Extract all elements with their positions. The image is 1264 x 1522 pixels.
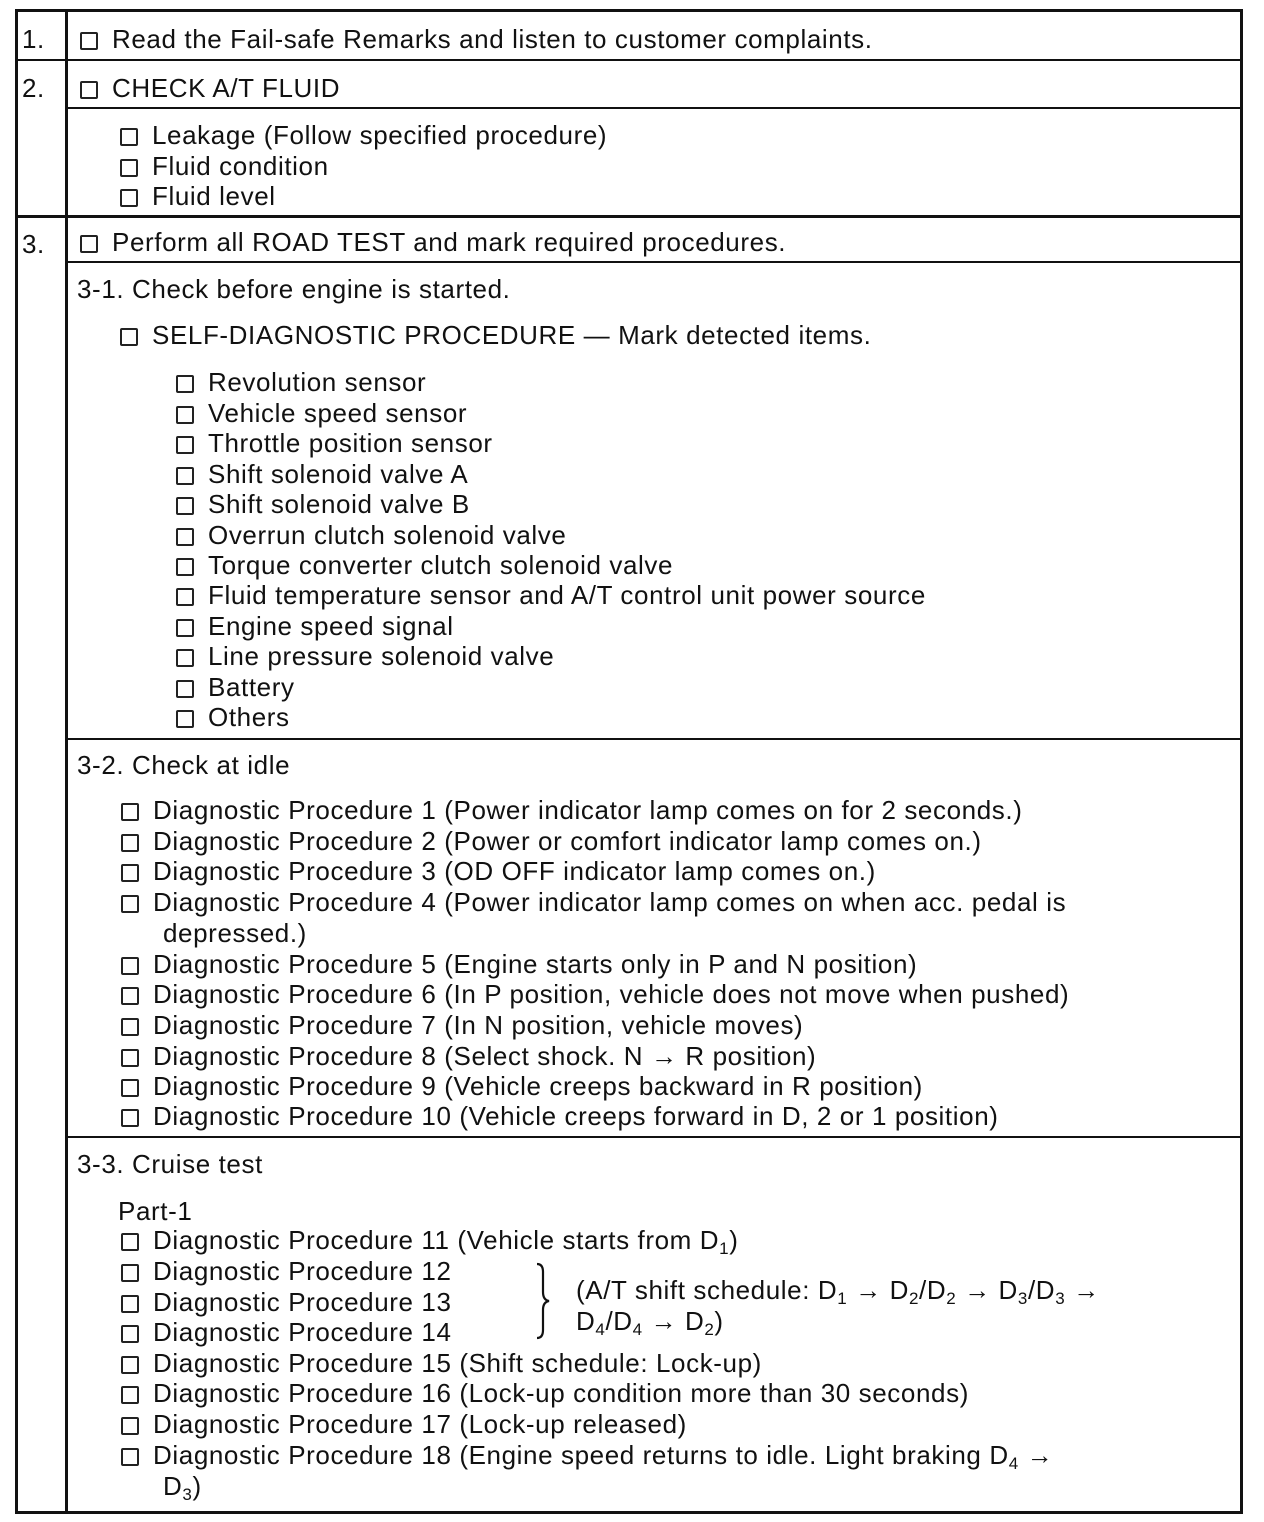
checkbox[interactable]	[80, 235, 98, 253]
checklist-item[interactable]	[176, 580, 926, 610]
checklist-item[interactable]	[80, 227, 786, 257]
checklist-item[interactable]	[176, 550, 673, 580]
item-text: Shift solenoid valve B	[208, 489, 470, 519]
item-text: Read the Fail-safe Remarks and listen to customer complaints.	[112, 24, 873, 54]
item-text: Diagnostic Procedure 14	[153, 1317, 452, 1347]
checkbox[interactable]	[121, 1049, 139, 1067]
checklist-item[interactable]	[120, 120, 607, 150]
item-text: →	[1018, 1440, 1054, 1470]
checkbox[interactable]	[121, 1356, 139, 1374]
item-text: Line pressure solenoid valve	[208, 641, 555, 671]
item-text: Diagnostic Procedure 13	[153, 1287, 452, 1317]
item-text: Fluid condition	[152, 151, 329, 181]
divider	[15, 59, 1243, 61]
number-column-divider	[65, 9, 68, 1514]
checklist-item[interactable]	[120, 181, 276, 211]
checklist-item[interactable]	[121, 1256, 452, 1286]
checklist-item[interactable]	[121, 795, 1022, 825]
divider	[15, 215, 1243, 218]
checklist-item[interactable]	[121, 1287, 452, 1317]
checklist-item[interactable]	[121, 1317, 452, 1347]
item-text: Diagnostic Procedure 16 (Lock-up condition more than 30 seconds)	[153, 1378, 969, 1408]
checklist-item[interactable]	[176, 611, 454, 641]
checkbox[interactable]	[176, 528, 194, 546]
checkbox[interactable]	[80, 81, 98, 99]
item-text: Diagnostic Procedure 1 (Power indicator lamp comes on for 2 seconds.)	[153, 795, 1023, 825]
checkbox[interactable]	[121, 957, 139, 975]
item-text: Shift solenoid valve A	[208, 459, 469, 489]
item-text: Diagnostic Procedure 12	[153, 1256, 452, 1286]
checklist-item[interactable]	[121, 1440, 1054, 1473]
item-text: Diagnostic Procedure 7 (In N position, vehicle moves)	[153, 1010, 804, 1040]
section-heading: 3-2. Check at idle	[77, 750, 291, 780]
item-text: Diagnostic Procedure 17 (Lock-up released)	[153, 1409, 687, 1439]
checklist-item[interactable]	[121, 826, 982, 856]
item-text: Diagnostic Procedure 4 (Power indicator lamp comes on when acc. pedal is	[153, 887, 1067, 917]
checkbox[interactable]	[121, 1386, 139, 1404]
checkbox[interactable]	[176, 406, 194, 424]
item-text-continued: $D_3$)	[163, 1471, 202, 1504]
checkbox[interactable]	[176, 710, 194, 728]
checkbox[interactable]	[176, 436, 194, 454]
checkbox[interactable]	[121, 895, 139, 913]
checklist-item[interactable]	[121, 1378, 969, 1408]
row-number-3: 3.	[22, 229, 45, 259]
checkbox[interactable]	[121, 1079, 139, 1097]
item-text: Diagnostic Procedure 9 (Vehicle creeps backward in R position)	[153, 1071, 923, 1101]
item-text: Diagnostic Procedure 15 (Shift schedule: Lock-up)	[153, 1348, 762, 1378]
checkbox[interactable]	[121, 1295, 139, 1313]
shift-schedule-line-2: $D_4/D_4 \to D_2$)	[576, 1306, 724, 1339]
checkbox[interactable]	[120, 328, 138, 346]
checkbox[interactable]	[121, 1448, 139, 1466]
checkbox[interactable]	[176, 588, 194, 606]
item-text: Diagnostic Procedure 10 (Vehicle creeps forward in D, 2 or 1 position)	[153, 1101, 999, 1131]
curly-brace-icon	[533, 1262, 553, 1340]
checkbox[interactable]	[121, 803, 139, 821]
item-text: Revolution sensor	[208, 367, 427, 397]
item-text: Torque converter clutch solenoid valve	[208, 550, 674, 580]
divider	[66, 1136, 1243, 1138]
checkbox[interactable]	[176, 680, 194, 698]
checklist-item[interactable]	[121, 887, 1066, 917]
checklist-item[interactable]	[121, 949, 917, 979]
checkbox[interactable]	[121, 1018, 139, 1036]
checklist-item[interactable]	[176, 702, 290, 732]
item-text: Throttle position sensor	[208, 428, 493, 458]
row-number-2: 2.	[22, 73, 45, 103]
checklist-item[interactable]	[121, 1041, 816, 1071]
item-text: Diagnostic Procedure 6 (In P position, vehicle does not move when pushed)	[153, 979, 1070, 1009]
item-text: Vehicle speed sensor	[208, 398, 468, 428]
checklist-item[interactable]	[120, 320, 871, 350]
shift-schedule-line-1: (A/T shift schedule: $D_1 \to D_2/D_2 \to D_3/D_3$ →	[576, 1275, 1100, 1308]
item-text: CHECK A/T FLUID	[112, 73, 341, 103]
item-text: Diagnostic Procedure 3 (OD OFF indicator lamp comes on.)	[153, 856, 876, 886]
checklist-item[interactable]	[176, 520, 566, 550]
checklist-item[interactable]	[80, 24, 873, 54]
checkbox[interactable]	[176, 649, 194, 667]
checklist-item[interactable]	[80, 73, 340, 103]
checklist-item[interactable]	[121, 856, 876, 886]
subscript: 1	[719, 1239, 730, 1258]
checkbox[interactable]	[80, 32, 98, 50]
checkbox[interactable]	[176, 375, 194, 393]
item-text: Others	[208, 702, 290, 732]
checkbox[interactable]	[121, 1264, 139, 1282]
section-heading: 3-1. Check before engine is started.	[77, 274, 511, 304]
part-label: Part-1	[118, 1196, 193, 1226]
checklist-item[interactable]	[121, 1071, 923, 1101]
checklist-item[interactable]	[121, 1101, 999, 1131]
divider	[66, 738, 1243, 740]
item-text: Battery	[208, 672, 295, 702]
checklist-item[interactable]	[176, 428, 493, 458]
checklist-item[interactable]	[121, 979, 1069, 1009]
checkbox[interactable]	[121, 1109, 139, 1127]
checklist-item[interactable]	[176, 489, 470, 519]
checklist-item[interactable]	[121, 1225, 739, 1258]
checklist-item[interactable]	[176, 367, 426, 397]
item-text: Diagnostic Procedure 8 (Select shock. N → R position)	[153, 1041, 817, 1071]
checkbox[interactable]	[120, 128, 138, 146]
checklist-item[interactable]	[121, 1010, 803, 1040]
item-text-continued: depressed.)	[163, 918, 307, 948]
item-text: Diagnostic Procedure 18 (Engine speed returns to idle. Light braking D	[153, 1440, 1009, 1470]
checklist-item[interactable]	[121, 1409, 687, 1439]
item-text: Diagnostic Procedure 2 (Power or comfort indicator lamp comes on.)	[153, 826, 982, 856]
checklist-item[interactable]	[176, 398, 467, 428]
item-text: SELF-DIAGNOSTIC PROCEDURE — Mark detected items.	[152, 320, 872, 350]
checkbox[interactable]	[121, 834, 139, 852]
checklist-item[interactable]	[121, 1348, 762, 1378]
item-text: Diagnostic Procedure 5 (Engine starts only in P and N position)	[153, 949, 918, 979]
checkbox[interactable]	[120, 189, 138, 207]
checklist-item[interactable]	[176, 672, 295, 702]
checkbox[interactable]	[121, 1325, 139, 1343]
item-text: Diagnostic Procedure 11 (Vehicle starts from D	[153, 1225, 720, 1255]
section-heading: 3-3. Cruise test	[77, 1149, 263, 1179]
divider	[66, 261, 1243, 263]
checkbox[interactable]	[176, 558, 194, 576]
checkbox[interactable]	[176, 497, 194, 515]
checklist-item[interactable]	[120, 151, 329, 181]
checkbox[interactable]	[120, 159, 138, 177]
subscript: 4	[1008, 1454, 1019, 1473]
checklist-item[interactable]	[176, 641, 554, 671]
checkbox[interactable]	[121, 864, 139, 882]
checklist-item[interactable]	[176, 459, 468, 489]
checkbox[interactable]	[121, 1233, 139, 1251]
item-text: Overrun clutch solenoid valve	[208, 520, 567, 550]
item-text: )	[729, 1225, 739, 1255]
checkbox[interactable]	[121, 987, 139, 1005]
checkbox[interactable]	[176, 619, 194, 637]
item-text: Leakage (Follow specified procedure)	[152, 120, 608, 150]
item-text: Perform all ROAD TEST and mark required procedures.	[112, 227, 787, 257]
row-number-1: 1.	[22, 24, 45, 54]
checkbox[interactable]	[121, 1417, 139, 1435]
divider	[66, 107, 1243, 109]
item-text: Engine speed signal	[208, 611, 454, 641]
item-text: Fluid level	[152, 181, 276, 211]
item-text: Fluid temperature sensor and A/T control unit power source	[208, 580, 926, 610]
checkbox[interactable]	[176, 467, 194, 485]
